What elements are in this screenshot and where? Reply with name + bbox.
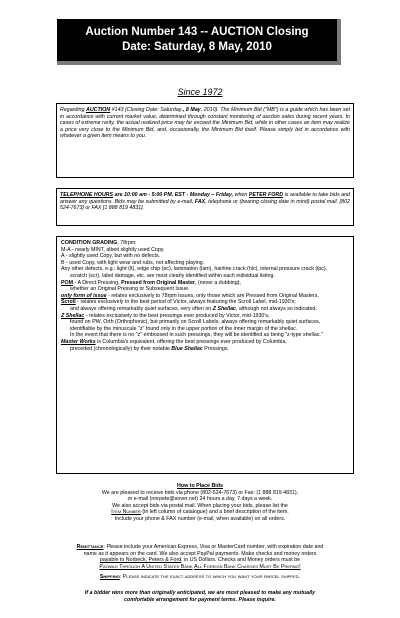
remittance-line-3: [20, 557, 380, 564]
grading-line-masterworks: [61, 339, 349, 346]
auction-title-line1: Auction Number 143 -- AUCTION Closing: [85, 26, 309, 38]
scroll-text-b1: and always offering remarkably quiet surfaces, very often on: [70, 305, 213, 312]
grading-line-scroll-2: [61, 306, 349, 313]
payment-terms-line-2: comfortable arrangement for payment terms. Please inquire.: [124, 596, 276, 603]
regarding-auction-word: AUCTION: [86, 107, 111, 113]
remittance-section: [20, 544, 380, 570]
grading-line-b: B - used Copy, with light wear and rubs, not affecting playing.: [61, 259, 205, 266]
condition-grading-box: [56, 236, 354, 474]
telephone-hours-box: [56, 188, 354, 226]
grading-line-masterworks-2: [61, 346, 349, 353]
payable-to: payable to Norbeck, Peters & Ford: [99, 557, 182, 564]
masterworks-text-b1: preceded (chronologically) by their notable: [70, 345, 172, 352]
us-bank-note: Payable Through A United States Bank: [99, 563, 193, 570]
regarding-text-2: #143 (Closing Date: Saturday: [110, 107, 182, 113]
how-to-bid-line-3: We also accept bids via postal mail. When placing your bids, please list the: [112, 502, 288, 509]
shipping-line: [20, 574, 380, 581]
grading-line-ooi: [61, 293, 349, 300]
pom-text-b: Pressed from Original Master: [121, 279, 195, 286]
grading-line-pom-2: whether an Original Pressing or Subsequent Issue.: [70, 286, 190, 293]
ooi-label: only form of issue: [61, 292, 107, 299]
hours-time: are 10:00 am - 5:00 PM, EST - Monday – Friday,: [113, 192, 234, 198]
hours-label: TELEPHONE HOURS: [60, 192, 114, 198]
grading-line-zshellac-4: In the event that there is no "z" embossed in such pressings, they will be identified as being "z-type shellac.": [70, 332, 323, 339]
hours-fax-word: FAX: [194, 198, 206, 205]
masterworks-label: Master Works: [61, 338, 96, 345]
since-year: Since 1972: [177, 87, 223, 97]
remittance-text-3: , in US Dollars. Checks and Money orders must be: [181, 557, 301, 564]
remittance-text-1: : Please include your American Express, Visa or MasterCard number, with expiration date and: [103, 544, 324, 550]
scroll-text: - relates exclusively to the best period of Victor, always featuring the Scroll Label, mid-1930's;: [75, 299, 296, 306]
grading-line-defects: Any other defects, e.g.: light (lt), edge chip (ec), lamination (lam), hairline crack (hlc), internal pressure crack (ipc),: [61, 266, 328, 273]
grading-line-ma: M-A - nearly MINT, albeit slightly used Copy.: [61, 246, 165, 253]
auction-title-banner: [57, 19, 341, 65]
payment-terms-note: [20, 590, 380, 603]
how-to-bid-line-4: [20, 509, 380, 516]
zshellac-label: Z Shellac: [61, 312, 85, 319]
pom-text-c: , (never a dubbing),: [194, 279, 241, 286]
grading-line-a: A - slightly used Copy, but with no defects.: [61, 253, 161, 260]
how-to-bid-line-5: Include your phone & FAX number (e-mail, when available) on all orders.: [114, 515, 286, 522]
payment-terms-line-1: If a bidder wins more than originally anticipated, we are most pleased to make any mutually: [84, 590, 316, 596]
grading-line-scroll: [61, 299, 349, 306]
hours-text-1: when: [233, 192, 249, 198]
how-to-bid-line-1: We are pleased to receive bids via phone (802-524-7673) or Fax: (1 888 819 4831),: [101, 489, 299, 496]
grading-title-line: [61, 240, 349, 247]
regarding-text-1: Regarding: [60, 107, 86, 113]
grading-line-zshellac: [61, 313, 349, 320]
regarding-box: [56, 103, 354, 178]
masterworks-text: is Columbia's equivalent, offering the best pressings ever produced by Columbia,: [95, 338, 287, 345]
zshellac-text: - relates exclusively to the best pressings ever produced by Victor, mid-1930's,: [84, 312, 270, 319]
hours-text-2: is available to take bids and answer any questions. Bids may be submitted by e-mail,: [60, 192, 350, 205]
how-to-bid-line-4-rest: (in left column of catalogue) and a brief description of the item.: [140, 509, 289, 516]
grading-title: CONDITION GRADING: [61, 240, 118, 246]
shipping-text: : Please indicate the exact address to which you want your parcel shipped.: [119, 574, 301, 580]
scroll-text-b2: Z Shellac: [212, 305, 236, 312]
regarding-date: ., 8 May: [181, 107, 201, 113]
grading-line-zshellac-3: identifiable by the minuscule "z" found only in the upper portion of the inner margin of the shellac.: [70, 325, 298, 332]
shipping-section: [20, 574, 380, 581]
grading-line-zshellac-2: found on PW, Orth (Orthophonic), but primarily on Scroll Labels, always offering remarkably quiet surfaces,: [70, 319, 321, 326]
item-number-term: Item Number: [111, 509, 141, 516]
ooi-text: - relates exclusively to 78rpm issues, only those which are Pressed from Original Masters.: [106, 292, 319, 299]
remittance-line-1: [20, 544, 380, 551]
remittance-line-4: [20, 564, 380, 571]
grading-title-rest: , 78rpm:: [117, 240, 137, 246]
how-to-bid-title: How to Place Bids: [177, 483, 223, 489]
how-to-bid-line-2: or e-mail (norpete@sover.net) 24 hours a day, 7 days a week.: [127, 496, 273, 503]
scroll-text-b3: , although not always so indicated.: [235, 305, 317, 312]
masterworks-text-b2: Blue Shellac: [171, 345, 203, 352]
shipping-label: Shipping: [99, 574, 120, 580]
hours-text-3: , telephone or (bearing closing date in mind) postal mail. [802 524-7673] or FAX [1 888 819 4831].: [60, 198, 350, 212]
grading-line-defects-2: scratch (scr), label damage, etc. are most clearly identified within each individual listing.: [70, 272, 275, 279]
hours-contact-name: PETER FORD: [248, 192, 284, 198]
remittance-line-2: name as it appears on the card. We also accept PayPal payments. Make checks and money orders: [83, 550, 317, 557]
masterworks-text-b3: Pressings.: [202, 345, 229, 352]
scroll-label: Scroll: [61, 299, 76, 306]
remittance-label: Remittance: [76, 544, 104, 550]
auction-title-line2: Date: Saturday, 8 May, 2010: [122, 41, 272, 53]
grading-line-pom: [61, 280, 349, 287]
how-to-bid-section: [20, 483, 380, 523]
pom-text-a: - A Direct Pressing,: [73, 279, 122, 286]
regarding-text-3: , 2010). The Minimum Bid ("MB") is a guide which has been set in accordance with current market value, determined through constant monitoring of auction sales during recent years. In cases of extreme rarity, the actual realized price may far exceed the Minimum Bid, while in other cases an item may realize a price very close to the Minimum Bid, and, occasionally, the Minimum Bid itself. Please simply bid in accordance with whatever a given item means to you.: [60, 107, 350, 140]
foreign-charges-note: All Foreign Bank Charges Must Be Prepaid!: [194, 563, 301, 570]
pom-label: POM: [61, 279, 74, 286]
